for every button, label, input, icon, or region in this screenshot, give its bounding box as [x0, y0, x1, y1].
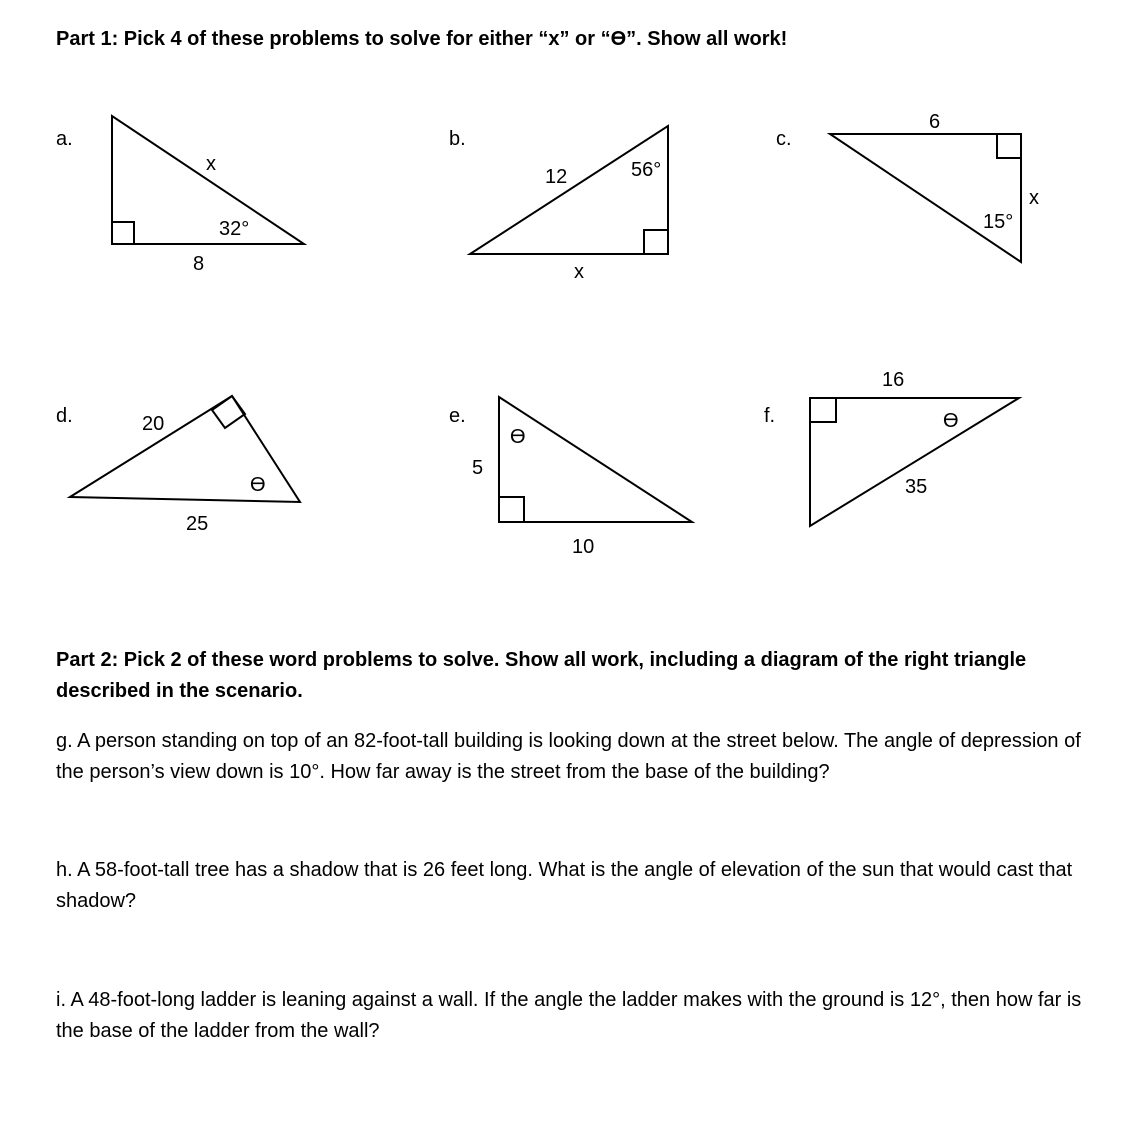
figure-e-label: e.: [449, 405, 466, 427]
figure-d: [56, 396, 300, 535]
figure-d-angle-label: ϴ: [250, 474, 266, 496]
figure-b-hypotenuse-label: 12: [545, 166, 568, 188]
figure-a-triangle: [112, 116, 304, 244]
problem-h: h. A 58-foot-tall tree has a shadow that is 26 feet long. What is the angle of elevation of the sun that would cast that shadow?: [56, 859, 1073, 912]
figure-c-side-label: x: [1029, 187, 1039, 209]
figure-b-triangle: [470, 126, 668, 254]
figure-e-triangle: [499, 397, 692, 522]
figure-e-side-label: 5: [472, 457, 484, 479]
figure-f: [764, 369, 1019, 526]
figure-d-base-label: 25: [186, 513, 209, 535]
figure-b-angle-label: 56°: [631, 159, 662, 181]
figure-e-angle-label: ϴ: [510, 426, 526, 448]
figure-b-right-angle: [644, 230, 668, 254]
figure-f-label: f.: [764, 405, 776, 427]
figure-f-right-angle: [810, 398, 836, 422]
figure-c-right-angle: [997, 134, 1021, 158]
figure-b-base-label: x: [574, 261, 584, 283]
figure-c: [776, 111, 1039, 262]
figure-b-label: b.: [449, 128, 466, 150]
figure-a-angle-label: 32°: [219, 218, 250, 240]
figure-f-triangle: [810, 398, 1019, 526]
figure-a: [56, 116, 304, 275]
figure-f-hypotenuse-label: 35: [905, 476, 928, 498]
part2-heading: Part 2: Pick 2 of these word problems to solve. Show all work, including a diagram of the right triangle described in the scenario.: [56, 649, 1027, 702]
figure-a-hypotenuse-label: x: [206, 153, 216, 175]
figure-e-right-angle: [499, 497, 524, 522]
part1-heading: Part 1: Pick 4 of these problems to solve for either “x” or “ϴ”. Show all work!: [56, 28, 788, 50]
figure-c-top-label: 6: [929, 111, 941, 133]
figure-f-angle-label: ϴ: [943, 410, 959, 432]
figure-f-top-label: 16: [882, 369, 905, 391]
figure-a-base-label: 8: [193, 253, 205, 275]
figure-d-right-angle: [212, 396, 245, 428]
figure-b: [449, 126, 668, 283]
figure-e: [449, 397, 692, 558]
figure-c-angle-label: 15°: [983, 211, 1014, 233]
figure-e-base-label: 10: [572, 536, 595, 558]
figure-c-triangle: [830, 134, 1021, 262]
figure-d-label: d.: [56, 405, 73, 427]
figure-a-label: a.: [56, 128, 73, 150]
problem-g: g. A person standing on top of an 82-foot-tall building is looking down at the street below. The angle of depression of the person’s view down is 10°. How far away is the street from the base of the building?: [56, 730, 1081, 783]
problem-i: i. A 48-foot-long ladder is leaning against a wall. If the angle the ladder makes with the ground is 12°, then how far is the base of the ladder from the wall?: [56, 989, 1082, 1042]
figure-c-label: c.: [776, 128, 792, 150]
figure-a-right-angle: [112, 222, 134, 244]
figure-d-leg-label: 20: [142, 413, 165, 435]
